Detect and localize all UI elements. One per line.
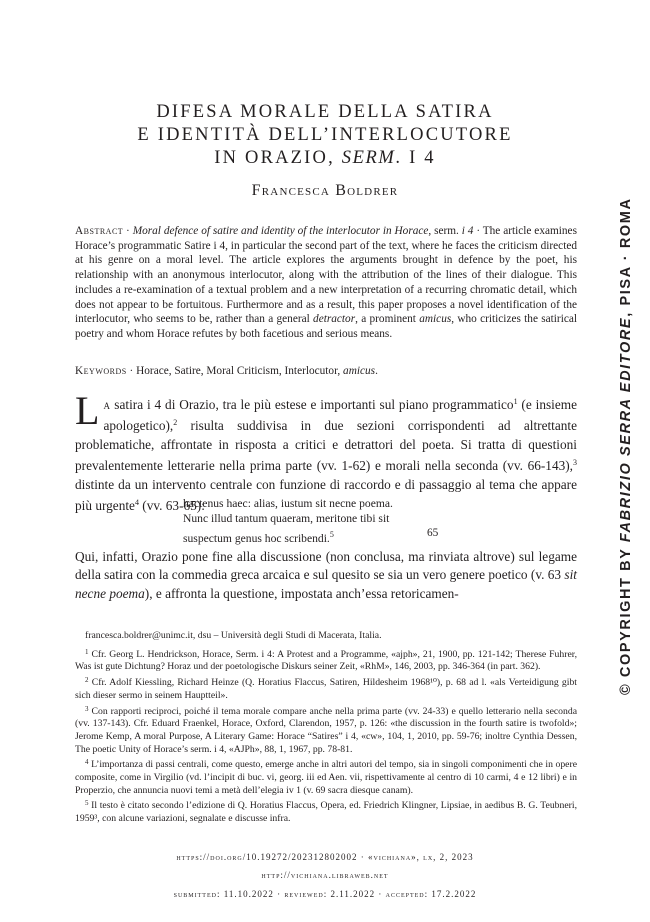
footnote-ref-2[interactable]: 2 bbox=[173, 418, 178, 428]
title-line-1: DIFESA MORALE DELLA SATIRA bbox=[156, 102, 494, 122]
footnote-ref-1[interactable]: 1 bbox=[513, 397, 518, 406]
doi-line[interactable]: https://doi.org/10.19272/202312802002 · «vichiana», lx, 2, 2023 bbox=[176, 852, 474, 862]
keywords: Keywords · Horace, Satire, Moral Criticism, Interlocutor, amicus. bbox=[75, 365, 378, 377]
verse-line-3: suspectum genus hoc scribendi.$^5$ bbox=[183, 529, 334, 545]
footnotes bbox=[75, 630, 577, 826]
author-name: Francesca Boldrer bbox=[251, 182, 399, 199]
title-line-3: IN ORAZIO, SERM. I 4 bbox=[214, 148, 436, 168]
verse-line-1: hactenus haec: alias, iustum sit necne poema. bbox=[183, 497, 393, 510]
journal-url[interactable]: http://vichiana.libraweb.net bbox=[261, 870, 389, 880]
body-paragraph-2: Qui, infatti, Orazio pone fine alla discussione (non conclusa, ma rinviata altrove) sul legame della satira con la commedia greca arcaica e sul quesito se sia un vero genere poetico (v. 63 sit necne poema), e affronta la questione, impostata anch’essa retoricamen- bbox=[75, 549, 577, 601]
footnote-5: $^5$ Il testo è citato secondo l’edizione di Q. Horatius Flaccus, Opera, ed. Friedrich Klingner, Lipsiae, in aedibus B. G. Teubneri, 1959³, con alcune variazioni, segnalate e discusse infra. bbox=[75, 799, 577, 825]
copyright-sidebar: © COPYRIGHT BY FABRIZIO SERRA EDITORE, PISA · ROMA bbox=[618, 197, 634, 695]
verse-number: 65 bbox=[427, 527, 439, 539]
footnote-ref-4[interactable]: 4 bbox=[134, 498, 139, 508]
abstract: Abstract · Moral defence of satire and identity of the interlocutor in Horace, serm. i 4 · The article examines Horace’s programmatic Satire i 4, in particular the second part of the text, where he faces the criticism directed at his genre on a moral level. The article explores the arguments brought in defence by the poet, his relationship with an anonymous interlocutor, along with the attribution of the lines of their dialogue. This includes a re-examination of a textual problem and a new interpretation of a recurring chromatic detail, which does not appear to be fortuitous. Furthermore and as a result, this paper proposes a novel identification of the interlocutor, who seems to be, rather than a general detractor, a prominent amicus, who criticizes the satirical poetry and whom Horace refutes by both facetious and serious means. bbox=[75, 225, 578, 340]
footnote-ref-3[interactable]: 3 bbox=[573, 458, 577, 468]
article-title bbox=[0, 101, 650, 170]
footnote-ref-5[interactable]: 5 bbox=[329, 529, 334, 539]
footnote-2: $^2$ Cfr. Adolf Kiessling, Richard Heinze (Q. Horatius Flaccus, Satiren, Hildesheim 1968¹⁰), p. 68 ad l. «als Verteidigung gibt sich dieser sermo in seinem Hauptteil». bbox=[75, 676, 577, 701]
keywords-label: Keywords bbox=[75, 365, 127, 377]
footnote-4: $^4$ L’importanza di passi centrali, come questo, emerge anche in altri autori del tempo, sia in singoli componimenti che in opere composite, come in Virgilio (vd. l’incipit di buc. vi, georg. iii ed Aen. vii, rispettivamente al centro di 10 carmi, 4 e 12 libri) e in Properzio, che annuncia nuovi temi a metà dell’elegia iv 1 (v. 69 sacra diesque canam). bbox=[75, 758, 577, 796]
submission-dates: submitted: 11.10.2022 · reviewed: 2.11.2022 · accepted: 17.2.2022 bbox=[173, 889, 477, 899]
footnote-1: $^1$ Cfr. Georg L. Hendrickson, Horace, Serm. i 4: A Protest and a Programme, «ajph», 21, 1900, pp. 121-142; Therese Fuhrer, Was ist gute Dichtung? Horaz und der poetologische Diskurs seiner Zeit, «RhM», 146, 2003, pp. 346-364 (in part. 362). bbox=[75, 647, 577, 673]
title-line-2: E IDENTITÀ DELL’INTERLOCUTORE bbox=[137, 125, 513, 145]
abstract-label: Abstract bbox=[75, 225, 124, 237]
drop-cap: L bbox=[75, 388, 100, 433]
body-paragraph-1: La satira i 4 di Orazio, tra le più estese e importanti sul piano programmatico$^1$ (e insieme apologetico),$^2$ risulta suddivisa in due sezioni corrispondenti ad altrettante problematiche, affrontate in risposta a critici e detrattori del poeta. Si tratta di questioni prevalentemente letterarie nella prima parte (vv. 1-62) e morali nella seconda (vv. 66-143),$^3$ distinte da un intervento centrale con funzione di raccordo e di passaggio al tema che appare più urgente$^4$ (vv. 63-65): bbox=[75, 388, 577, 514]
footnote-3: $^3$ Con rapporti reciproci, poiché il tema morale compare anche nella prima parte (vv. 24-33) e quello letterario nella seconda (vv. 137-143). Cfr. Eduard Fraenkel, Horace, Oxford, Clarendon, 1957, p. 126: «the discussion in the fourth satire is twofold»; Jerome Kemp, A moral Purpose, A Literary Game: Horace “Satires” i 4, «cw», 104, 1, 2010, pp. 59-76; inoltre Cynthia Dessen, The poetic Unity of Horace’s serm. i 4, «AJPh», 88, 1, 1967, pp. 78-81. bbox=[75, 704, 578, 755]
verse-line-2: Nunc illud tantum quaeram, meritone tibi sit bbox=[183, 512, 390, 526]
author-contact: francesca.boldrer@unimc.it, dsu – Università degli Studi di Macerata, Italia. bbox=[85, 630, 382, 641]
